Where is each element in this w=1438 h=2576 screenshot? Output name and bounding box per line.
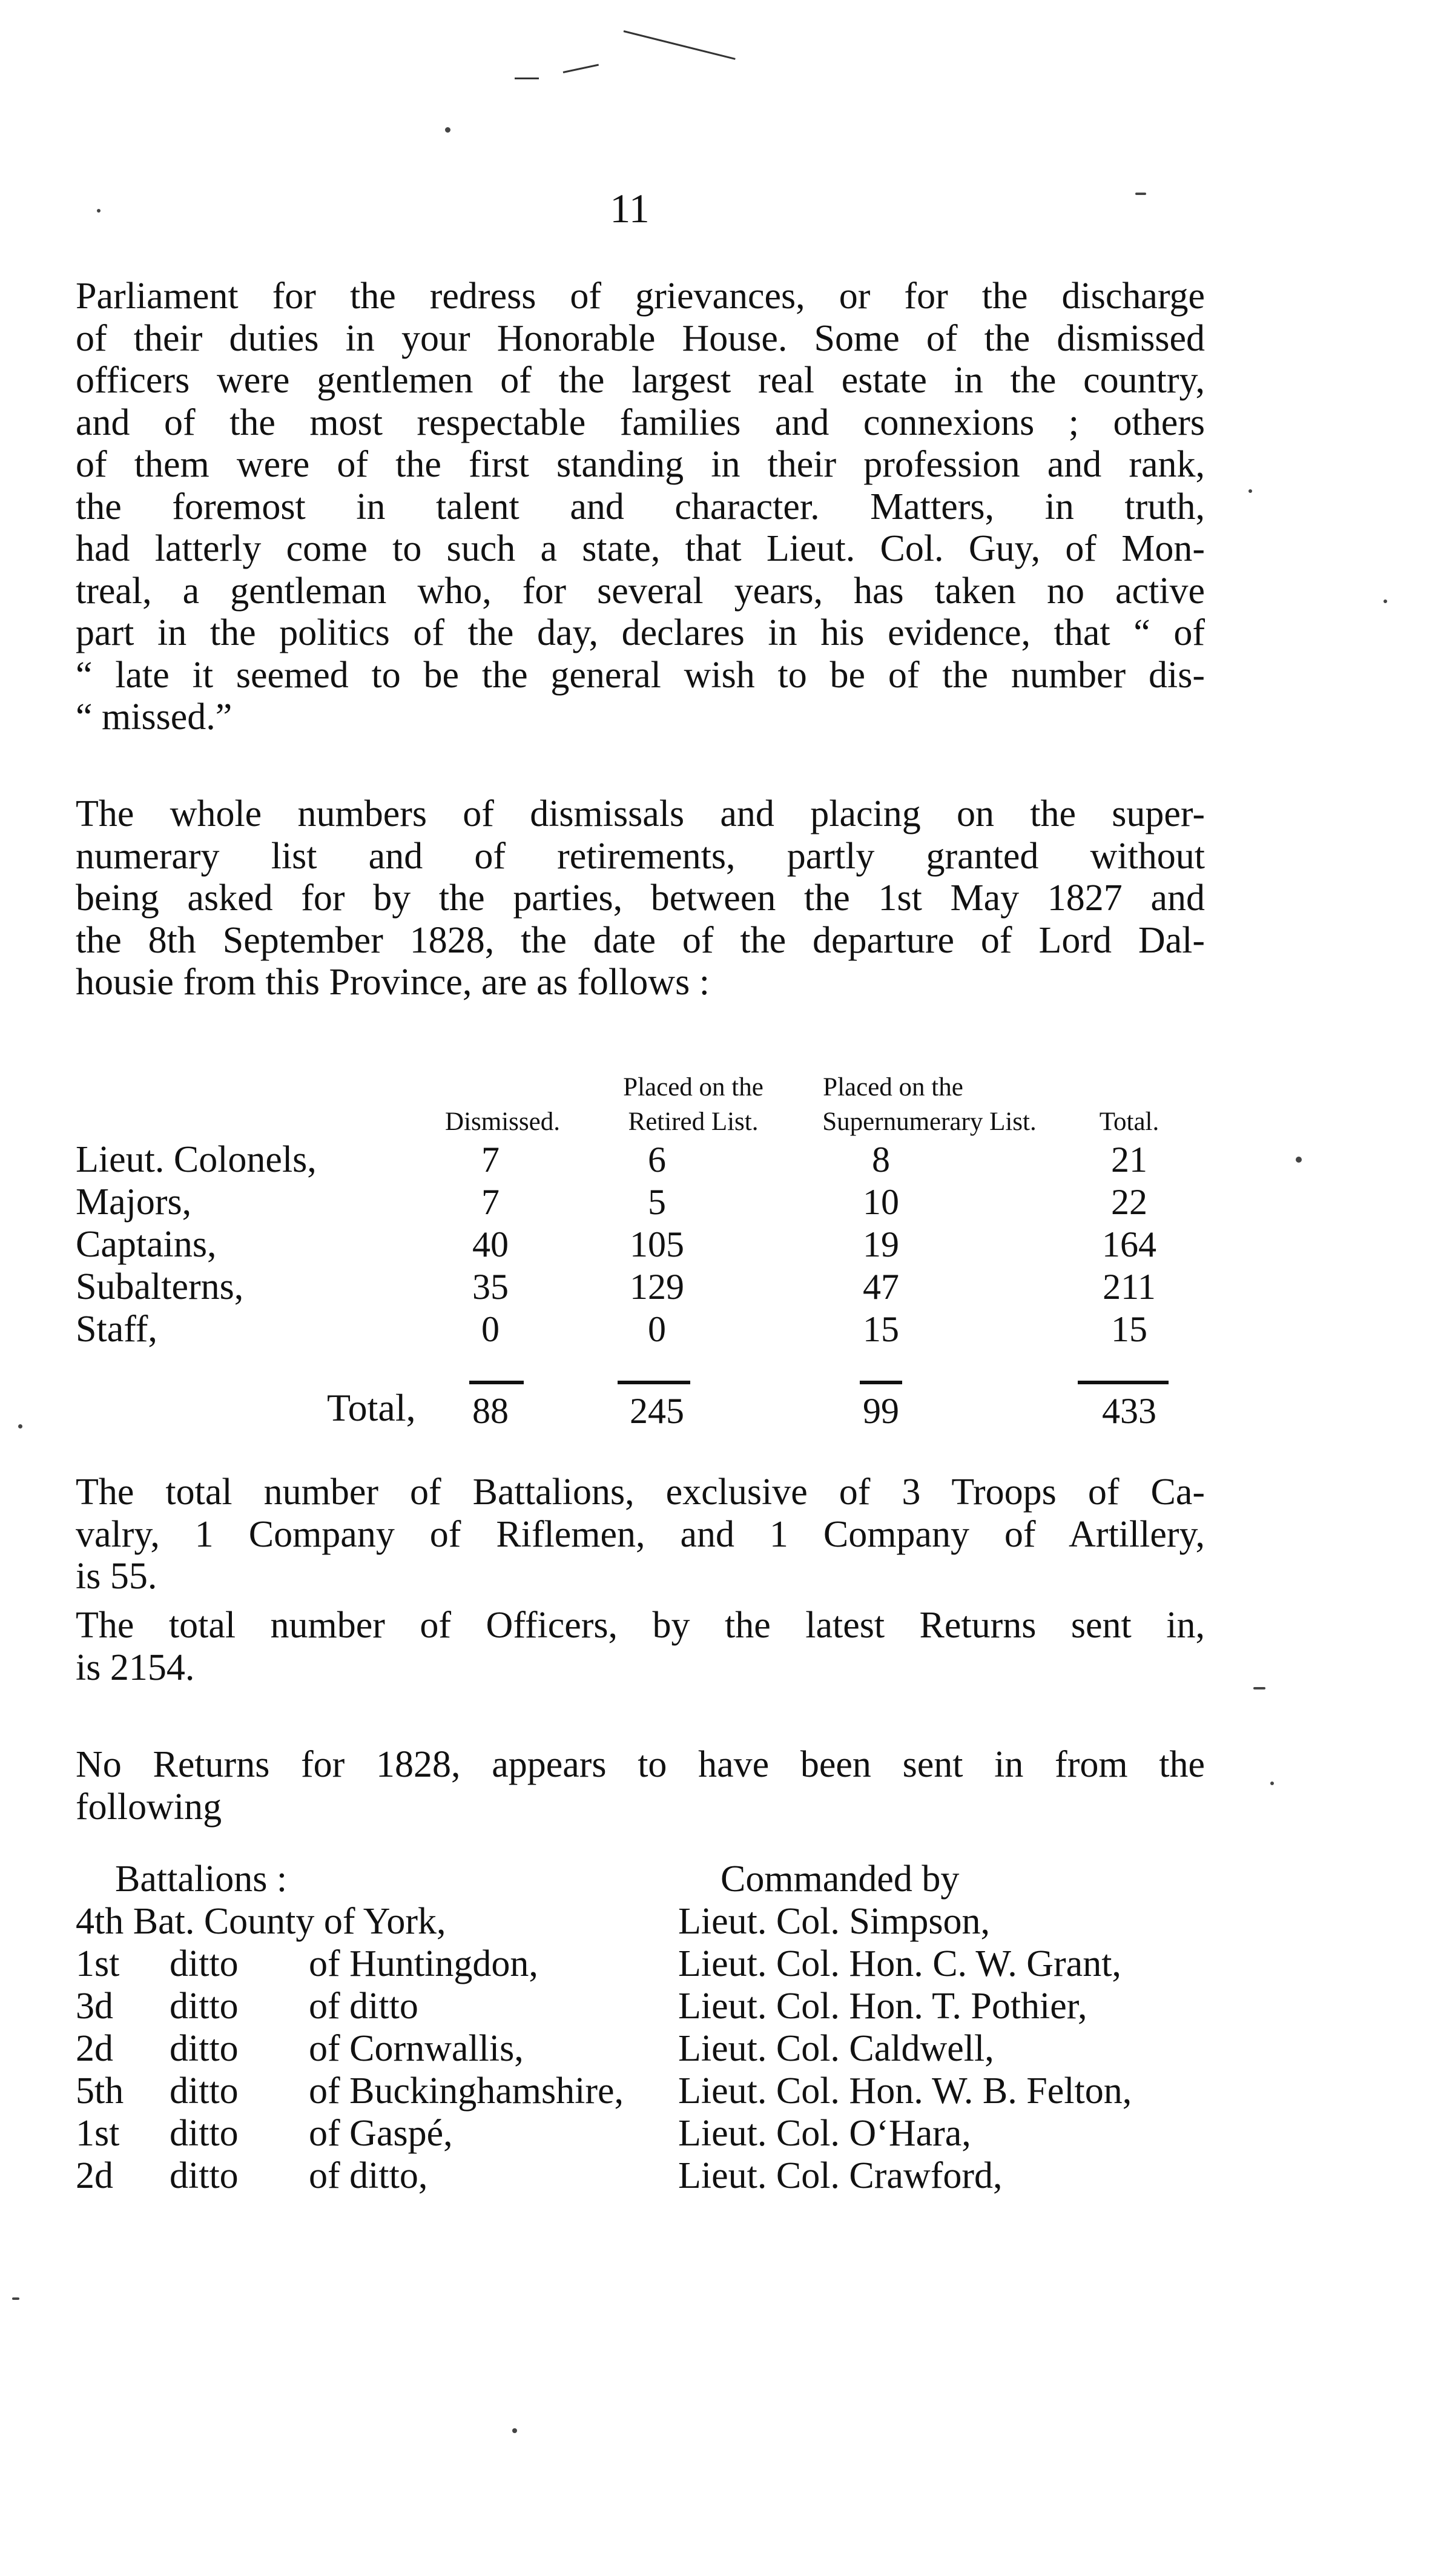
paragraph-officers-count — [76, 1605, 1205, 1689]
table-row-label: Majors, — [76, 1181, 192, 1223]
print-speck — [1248, 489, 1252, 493]
battalion-place: of Huntingdon, — [309, 1943, 538, 1984]
table-cell-supernumerary: 47 — [863, 1267, 899, 1307]
table-cell-dismissed: 7 — [481, 1140, 500, 1180]
text-line: the foremost in talent and character. Matters, in truth, — [76, 486, 1205, 527]
battalion-place: of ditto — [309, 1986, 418, 2027]
battalion-commander: Lieut. Col. Hon. T. Pothier, — [678, 1986, 1087, 2027]
table-row-label: Lieut. Colonels, — [76, 1139, 317, 1180]
commanded-by-header: Commanded by — [721, 1858, 960, 1900]
battalion-ditto: ditto — [170, 1943, 239, 1984]
battalion-ord: 4th Bat. County of York, — [76, 1901, 446, 1942]
text-line: The total number of Battalions, exclusive of 3 Troops of Ca- — [76, 1471, 1205, 1513]
table-cell-total: 164 — [1102, 1224, 1156, 1264]
text-line: The whole numbers of dismissals and placing on the super- — [76, 793, 1205, 834]
table-cell-supernumerary: 8 — [872, 1140, 890, 1180]
battalion-ord: 5th — [76, 2070, 124, 2112]
print-speck — [1253, 1687, 1265, 1689]
table-cell-supernumerary: 19 — [863, 1224, 899, 1264]
battalion-row — [0, 2027, 1438, 2070]
text-line: The total number of Officers, by the latest Returns sent in, — [76, 1605, 1205, 1646]
text-line: being asked for by the parties, between the 1st May 1827 and — [76, 877, 1205, 919]
total-rule-retired — [618, 1381, 690, 1384]
print-speck — [1296, 1157, 1302, 1163]
table-cell-dismissed: 35 — [472, 1267, 509, 1307]
paragraph-grievances — [76, 276, 1205, 739]
table-row-label: Subalterns, — [76, 1266, 244, 1307]
text-line: treal, a gentleman who, for several years, has taken no active — [76, 570, 1205, 612]
table-row-label: Staff, — [76, 1309, 157, 1350]
text-line: housie from this Province, are as follows : — [76, 962, 710, 1003]
table-cell-retired: 105 — [630, 1224, 684, 1264]
header-retired-line2: Retired List. — [628, 1108, 759, 1136]
battalion-ditto: ditto — [170, 2028, 239, 2069]
print-speck — [512, 2428, 517, 2433]
print-speck — [1270, 1782, 1274, 1785]
table-cell-total: 211 — [1103, 1267, 1156, 1307]
text-line: the 8th September 1828, the date of the departure of Lord Dal- — [76, 919, 1205, 961]
table-cell-retired: 0 — [648, 1309, 666, 1349]
total-rule-total — [1078, 1381, 1169, 1384]
battalion-commander: Lieut. Col. Hon. W. B. Felton, — [678, 2070, 1132, 2112]
total-rule-supernumerary — [860, 1381, 902, 1384]
text-line: “ late it seemed to be the general wish to be of the number dis- — [76, 654, 1205, 696]
battalion-commander: Lieut. Col. Hon. C. W. Grant, — [678, 1943, 1121, 1984]
battalion-commander: Lieut. Col. Simpson, — [678, 1901, 990, 1942]
battalion-row — [0, 2070, 1438, 2112]
text-line: is 55. — [76, 1556, 157, 1597]
battalion-ord: 1st — [76, 1943, 120, 1984]
table-cell-retired: 129 — [630, 1267, 684, 1307]
text-line: Parliament for the redress of grievances, or for the discharge — [76, 276, 1205, 317]
text-line: “ missed.” — [76, 696, 233, 738]
text-line: No Returns for 1828, appears to have been sent in from the — [76, 1744, 1205, 1785]
table-cell-dismissed: 40 — [472, 1224, 509, 1264]
table-cell-supernumerary: 10 — [863, 1182, 899, 1222]
total-total: 433 — [1102, 1391, 1156, 1431]
text-line: of them were of the first standing in their profession and rank, — [76, 444, 1205, 485]
battalion-place: of Buckinghamshire, — [309, 2070, 624, 2112]
text-line: of their duties in your Honorable House. Some of the dismissed — [76, 317, 1205, 359]
table-cell-total: 21 — [1111, 1140, 1147, 1180]
text-line: following — [76, 1786, 222, 1828]
paragraph-battalions-count — [76, 1471, 1205, 1598]
text-line: had latterly come to such a state, that Lieut. Col. Guy, of Mon- — [76, 528, 1205, 569]
battalion-commander: Lieut. Col. Crawford, — [678, 2155, 1003, 2196]
print-speck — [445, 127, 450, 133]
battalion-ord: 2d — [76, 2155, 113, 2196]
table-cell-supernumerary: 15 — [863, 1309, 899, 1349]
paragraph-dismissal-numbers — [76, 793, 1205, 1004]
paragraph-no-returns — [76, 1744, 1205, 1828]
header-supernumerary-line1: Placed on the — [823, 1073, 963, 1101]
battalion-ditto: ditto — [170, 2113, 239, 2154]
print-scratch — [624, 30, 736, 60]
text-line: part in the politics of the day, declares in his evidence, that “ of — [76, 612, 1205, 653]
print-scratch — [563, 64, 599, 73]
header-retired-line1: Placed on the — [623, 1073, 764, 1101]
battalion-ditto: ditto — [170, 1986, 239, 2027]
text-line: and of the most respectable families and connexions ; others — [76, 401, 1205, 443]
header-total: Total. — [1099, 1108, 1159, 1136]
battalion-place: of Gaspé, — [309, 2113, 453, 2154]
battalion-place: of Cornwallis, — [309, 2028, 524, 2069]
battalion-ord: 3d — [76, 1986, 113, 2027]
table-cell-dismissed: 0 — [481, 1309, 500, 1349]
battalions-header: Battalions : — [115, 1858, 288, 1900]
print-scratch — [515, 78, 539, 79]
battalion-commander: Lieut. Col. O‘Hara, — [678, 2113, 971, 2154]
print-speck — [12, 2297, 19, 2300]
text-line: numerary list and of retirements, partly granted without — [76, 835, 1205, 877]
print-speck — [1384, 599, 1387, 603]
battalion-ditto: ditto — [170, 2155, 239, 2196]
text-line: is 2154. — [76, 1646, 195, 1688]
page-number: 11 — [610, 185, 650, 231]
print-speck — [1135, 193, 1146, 195]
header-supernumerary-line2: Supernumerary List. — [822, 1108, 1037, 1136]
battalion-ord: 1st — [76, 2113, 120, 2154]
print-speck — [18, 1424, 22, 1428]
header-dismissed: Dismissed. — [445, 1108, 560, 1136]
battalion-ditto: ditto — [170, 2070, 239, 2112]
total-rule-dismissed — [469, 1381, 524, 1384]
battalion-row — [0, 2112, 1438, 2155]
table-cell-total: 15 — [1111, 1309, 1147, 1349]
text-line: officers were gentlemen of the largest real estate in the country, — [76, 360, 1205, 401]
table-cell-retired: 5 — [648, 1182, 666, 1222]
battalion-place: of ditto, — [309, 2155, 428, 2196]
table-cell-total: 22 — [1111, 1182, 1147, 1222]
battalion-row — [0, 1943, 1438, 1985]
print-speck — [97, 209, 101, 213]
text-line: valry, 1 Company of Riflemen, and 1 Company of Artillery, — [76, 1513, 1205, 1555]
table-cell-retired: 6 — [648, 1140, 666, 1180]
totals-label: Total, — [327, 1386, 416, 1429]
battalion-row — [0, 1900, 1438, 1943]
battalion-commander: Lieut. Col. Caldwell, — [678, 2028, 994, 2069]
battalion-row — [0, 2155, 1438, 2197]
total-supernumerary: 99 — [863, 1391, 899, 1431]
table-row-label: Captains, — [76, 1224, 217, 1265]
table-cell-dismissed: 7 — [481, 1182, 500, 1222]
battalion-row — [0, 1985, 1438, 2027]
total-dismissed: 88 — [472, 1391, 509, 1431]
battalion-ord: 2d — [76, 2028, 113, 2069]
total-retired: 245 — [630, 1391, 684, 1431]
